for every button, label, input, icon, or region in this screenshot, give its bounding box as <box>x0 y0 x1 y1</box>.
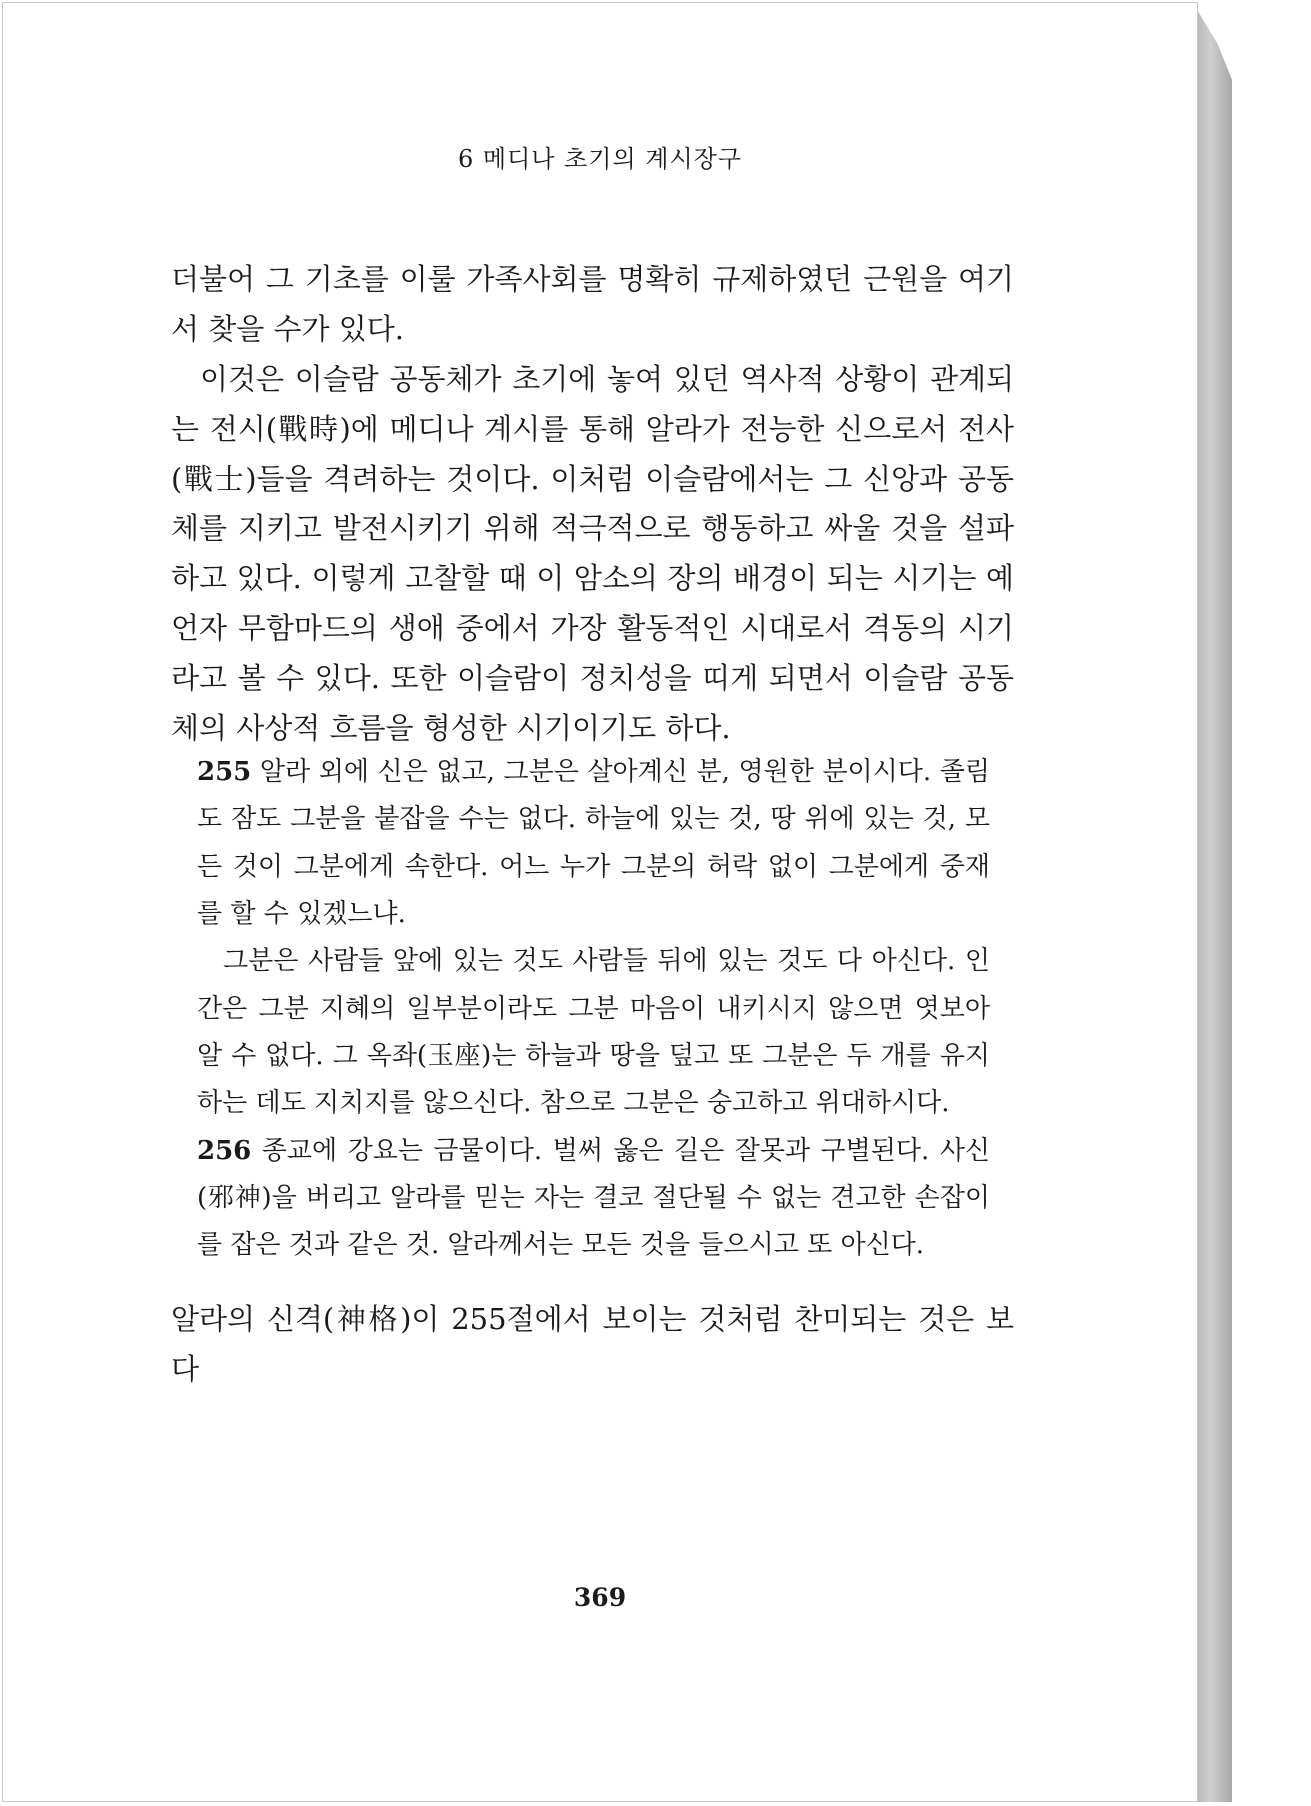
quran-quote <box>197 749 990 1269</box>
verse-255-continued: 그분은 사람들 앞에 있는 것도 사람들 뒤에 있는 것도 다 아신다. 인간은 그분 지혜의 일부분이라도 그분 마음이 내키시지 않으면 엿보아 알 수 없다. 그 옥좌(玉座)는 하늘과 땅을 덮고 또 그분은 두 개를 유지하는 데도 지치지를 않으신다. 참으로 그분은 숭고하고 위대하시다. <box>197 946 990 1119</box>
verse-256 <box>197 1128 990 1270</box>
verse-text: 종교에 강요는 금물이다. 벌써 옳은 길은 잘못과 구별된다. 사신(邪神)을 버리고 알라를 믿는 자는 결코 절단될 수 없는 견고한 손잡이를 잡은 것과 같은 것. 알라께서는 모든 것을 들으시고 또 아신다. <box>197 1135 990 1261</box>
book-page <box>2 2 1198 1802</box>
verse-text: 알라 외에 신은 없고, 그분은 살아계신 분, 영원한 분이시다. 졸림도 잠도 그분을 붙잡을 수는 없다. 하늘에 있는 것, 땅 위에 있는 것, 모든 것이 그분에게 속한다. 어느 누가 그분의 허락 없이 그분에게 중재를 할 수 있겠느냐. <box>197 757 991 929</box>
body-text-bottom <box>171 1295 1014 1395</box>
closing-paragraph: 알라의 신격(神格)이 255절에서 보이는 것처럼 찬미되는 것은 보다 <box>171 1302 1014 1386</box>
body-paragraph: 더불어 그 기초를 이룰 가족사회를 명확히 규제하였던 근원을 여기서 찾을 수가 있다. <box>171 262 1014 346</box>
page-number: 369 <box>573 1583 627 1612</box>
running-head: 6 메디나 초기의 계시장구 <box>458 145 742 173</box>
verse-number: 256 <box>197 1135 252 1166</box>
verse-255 <box>197 749 990 938</box>
page-stack-edge <box>1196 8 1232 1802</box>
body-text-top <box>171 255 1014 754</box>
verse-number: 255 <box>197 757 252 787</box>
body-paragraph: 이것은 이슬람 공동체가 초기에 놓여 있던 역사적 상황이 관계되는 전시(戰時)에 메디나 계시를 통해 알라가 전능한 신으로서 전사(戰士)들을 격려하는 것이다. 이처럼 이슬람에서는 그 신앙과 공동체를 지키고 발전시키기 위해 적극적으로 행동하고 싸울 것을 설파하고 있다. 이렇게 고찰할 때 이 암소의 장의 배경이 되는 시기는 예언자 무함마드의 생애 중에서 가장 활동적인 시대로서 격동의 시기라고 볼 수 있다. 또한 이슬람이 정치성을 띠게 되면서 이슬람 공동체의 사상적 흐름을 형성한 시기이기도 하다. <box>171 361 1014 745</box>
